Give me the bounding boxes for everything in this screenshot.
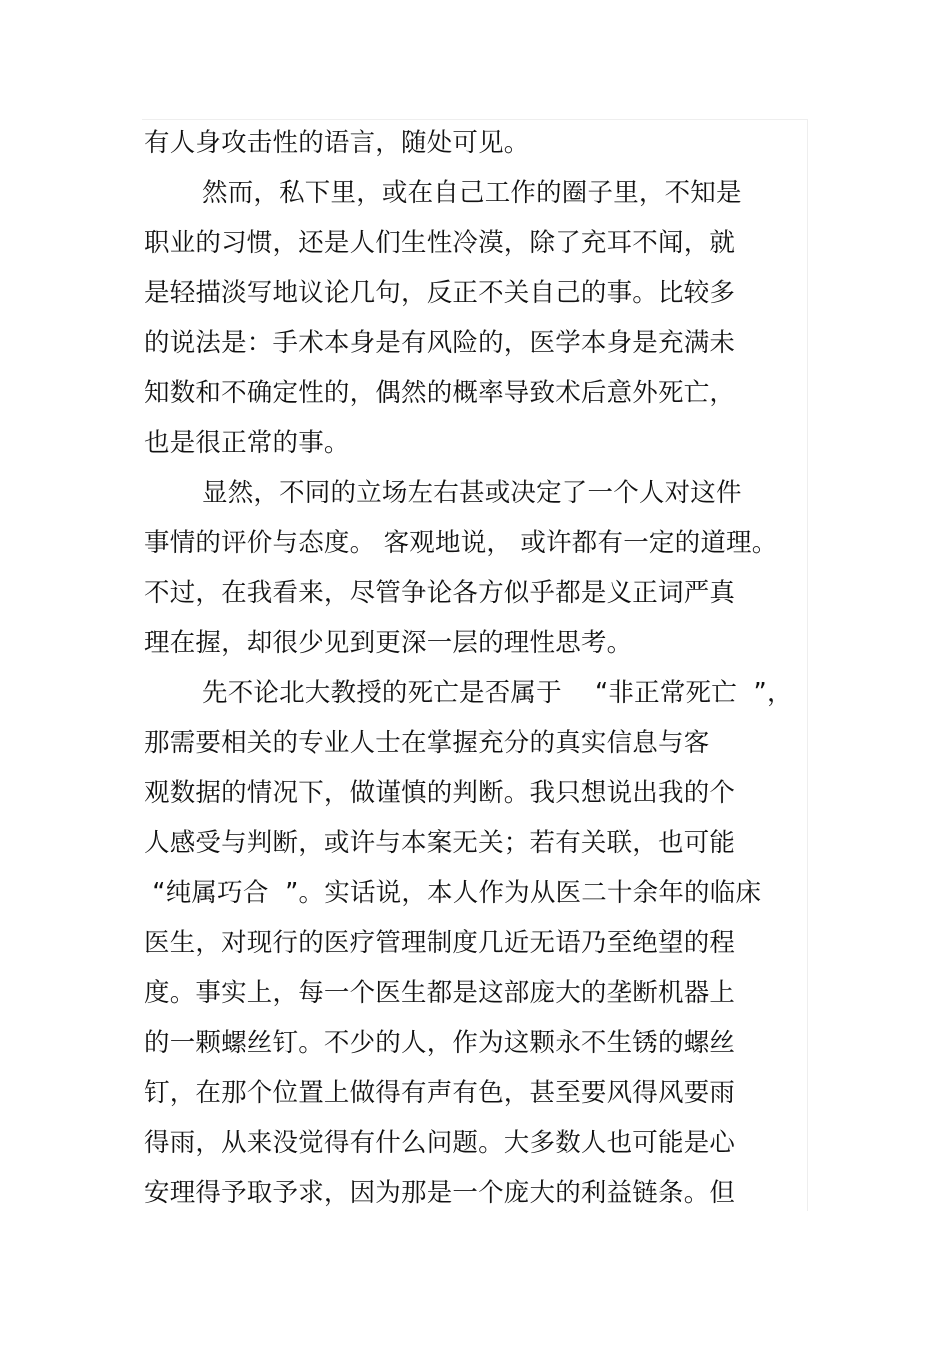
text-line: 那需要相关的专业人士在掌握充分的真实信息与客 xyxy=(144,728,710,758)
text-line: 度。事实上，每一个医生都是这部庞大的垄断机器上 xyxy=(144,978,736,1008)
text-line: 得雨，从来没觉得有什么问题。大多数人也可能是心 xyxy=(144,1128,736,1158)
text-line: “纯属巧合 ”。实话说，本人作为从医二十余年的临床 xyxy=(144,878,762,908)
text-line: 钉，在那个位置上做得有声有色，甚至要风得风要雨 xyxy=(144,1078,736,1108)
paragraph-start-line: 然而，私下里，或在自己工作的圈子里，不知是 xyxy=(202,178,742,208)
document-body xyxy=(144,118,824,1218)
text-line: 医生，对现行的医疗管理制度几近无语乃至绝望的程 xyxy=(144,928,736,958)
paragraph-start-line: 显然，不同的立场左右甚或决定了一个人对这件 xyxy=(202,478,742,508)
text-line: 观数据的情况下，做谨慎的判断。我只想说出我的个 xyxy=(144,778,736,808)
text-line: 事情的评价与态度。 客观地说， 或许都有一定的道理。 xyxy=(144,528,778,558)
paragraph-start-line: 先不论北大教授的死亡是否属于 “非正常死亡 ”， xyxy=(202,678,793,708)
text-line: 不过，在我看来，尽管争论各方似乎都是义正词严真 xyxy=(144,578,736,608)
text-line: 也是很正常的事。 xyxy=(144,428,350,458)
text-line: 知数和不确定性的，偶然的概率导致术后意外死亡， xyxy=(144,378,736,408)
text-line: 安理得予取予求，因为那是一个庞大的利益链条。但 xyxy=(144,1178,736,1208)
text-line: 是轻描淡写地议论几句，反正不关自己的事。比较多 xyxy=(144,278,736,308)
text-line: 理在握，却很少见到更深一层的理性思考。 xyxy=(144,628,633,658)
text-line: 职业的习惯，还是人们生性冷漠，除了充耳不闻，就 xyxy=(144,228,736,258)
text-line: 的说法是：手术本身是有风险的，医学本身是充满未 xyxy=(144,328,736,358)
text-line: 人感受与判断，或许与本案无关；若有关联，也可能 xyxy=(144,828,736,858)
text-line: 有人身攻击性的语言，随处可见。 xyxy=(144,128,530,158)
text-line: 的一颗螺丝钉。不少的人，作为这颗永不生锈的螺丝 xyxy=(144,1028,736,1058)
